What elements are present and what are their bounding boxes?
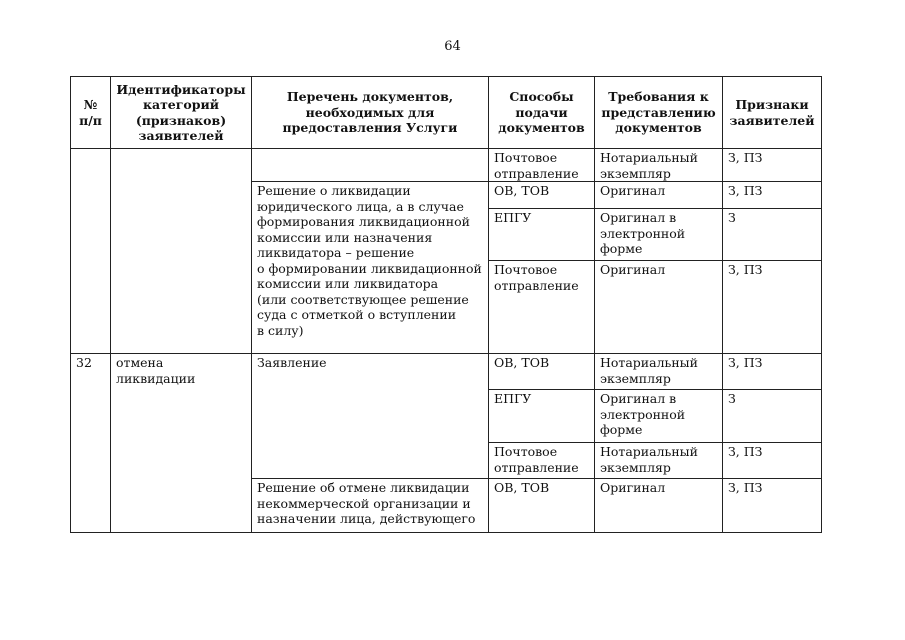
cell-requirement: Оригинал в электронной форме [595, 209, 723, 261]
cell-requirement: Нотариальный экземпляр [595, 443, 723, 479]
cell-signs: З, ПЗ [723, 354, 822, 390]
page-number: 64 [444, 39, 461, 54]
cell-signs: З, ПЗ [723, 479, 822, 533]
header-documents: Перечень документов, необходимых для предоставления Услуги [252, 77, 489, 149]
cell-requirement: Оригинал [595, 261, 723, 354]
cell-method: Почтовое отправление [489, 261, 595, 354]
cell-requirement: Нотариальный экземпляр [595, 149, 723, 182]
cell-signs: З [723, 209, 822, 261]
header-signs: Признаки заявителей [723, 77, 822, 149]
documents-table [70, 76, 822, 533]
table-header-row [71, 77, 822, 149]
table-row [71, 354, 822, 390]
cell-signs: З, ПЗ [723, 261, 822, 354]
cell-signs: З, ПЗ [723, 182, 822, 209]
cell-signs: З, ПЗ [723, 443, 822, 479]
cell-method: ОВ, ТОВ [489, 354, 595, 390]
cell-signs: З, ПЗ [723, 149, 822, 182]
cell-document [252, 149, 489, 182]
cell-num [71, 149, 111, 354]
cell-signs: З [723, 390, 822, 443]
cell-requirement: Нотариальный экземпляр [595, 354, 723, 390]
cell-requirement: Оригинал [595, 479, 723, 533]
cell-method: ЕПГУ [489, 390, 595, 443]
table-row [71, 149, 822, 182]
header-num: № п/п [71, 77, 111, 149]
cell-requirement: Оригинал в электронной форме [595, 390, 723, 443]
header-methods: Способы подачи документов [489, 77, 595, 149]
cell-document: Решение об отмене ликвидации некоммерческой организации и назначении лица, действующего [252, 479, 489, 533]
cell-document: Заявление [252, 354, 489, 479]
cell-method: ОВ, ТОВ [489, 182, 595, 209]
header-requirements: Требования к представлению документов [595, 77, 723, 149]
cell-requirement: Оригинал [595, 182, 723, 209]
cell-num: 32 [71, 354, 111, 533]
cell-method: Почтовое отправление [489, 443, 595, 479]
cell-method: ЕПГУ [489, 209, 595, 261]
cell-method: ОВ, ТОВ [489, 479, 595, 533]
header-identifiers: Идентификаторы категорий (признаков) заявителей [111, 77, 252, 149]
cell-identifier: отмена ликвидации [111, 354, 252, 533]
cell-document: Решение о ликвидации юридического лица, а в случае формирования ликвидационной комиссии или назначения ликвидатора – решение о формировании ликвидационной комиссии или ликвидатора (или соответствующее решение суда с отметкой о вступлении в силу) [252, 182, 489, 354]
cell-identifier [111, 149, 252, 354]
cell-method: Почтовое отправление [489, 149, 595, 182]
